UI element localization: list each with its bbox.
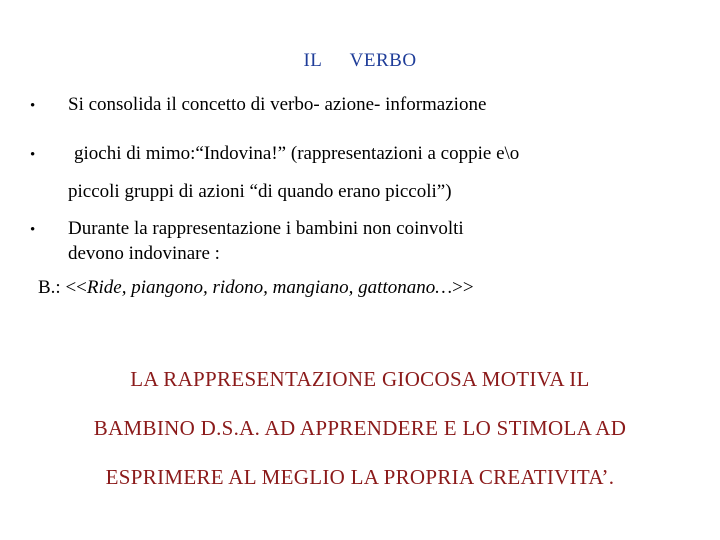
example-verbs: Ride, piangono, ridono, mangiano, gattonano… — [86, 277, 453, 298]
bullet-3-icon: • — [30, 222, 36, 238]
bullet-2-text-continued: piccoli gruppi di azioni “di quando erano piccoli”) — [68, 181, 452, 202]
bullet-3-text: Durante la rappresentazione i bambini non coinvolti — [68, 218, 464, 239]
title-word-verbo: VERBO — [349, 50, 417, 71]
bullet-2-icon: • — [30, 147, 36, 163]
bullet-1-text: Si consolida il concetto di verbo- azione- informazione — [68, 94, 487, 115]
conclusion-line-3: ESPRIMERE AL MEGLIO LA PROPRIA CREATIVITA’. — [105, 465, 615, 489]
slide-title — [0, 50, 720, 72]
example-suffix: >> — [452, 277, 474, 298]
example-prefix: B.: << — [38, 277, 87, 298]
bullet-3-text-continued: devono indovinare : — [68, 243, 220, 264]
conclusion-line-1: LA RAPPRESENTAZIONE GIOCOSA MOTIVA IL — [130, 367, 590, 391]
title-word-il: IL — [303, 50, 323, 71]
bullet-2-text: giochi di mimo:“Indovina!” (rappresentazioni a coppie e\o — [74, 143, 520, 164]
example-line — [38, 277, 474, 299]
bullet-1-icon: • — [30, 98, 36, 114]
conclusion-line-2: BAMBINO D.S.A. AD APPRENDERE E LO STIMOLA AD — [93, 416, 627, 440]
